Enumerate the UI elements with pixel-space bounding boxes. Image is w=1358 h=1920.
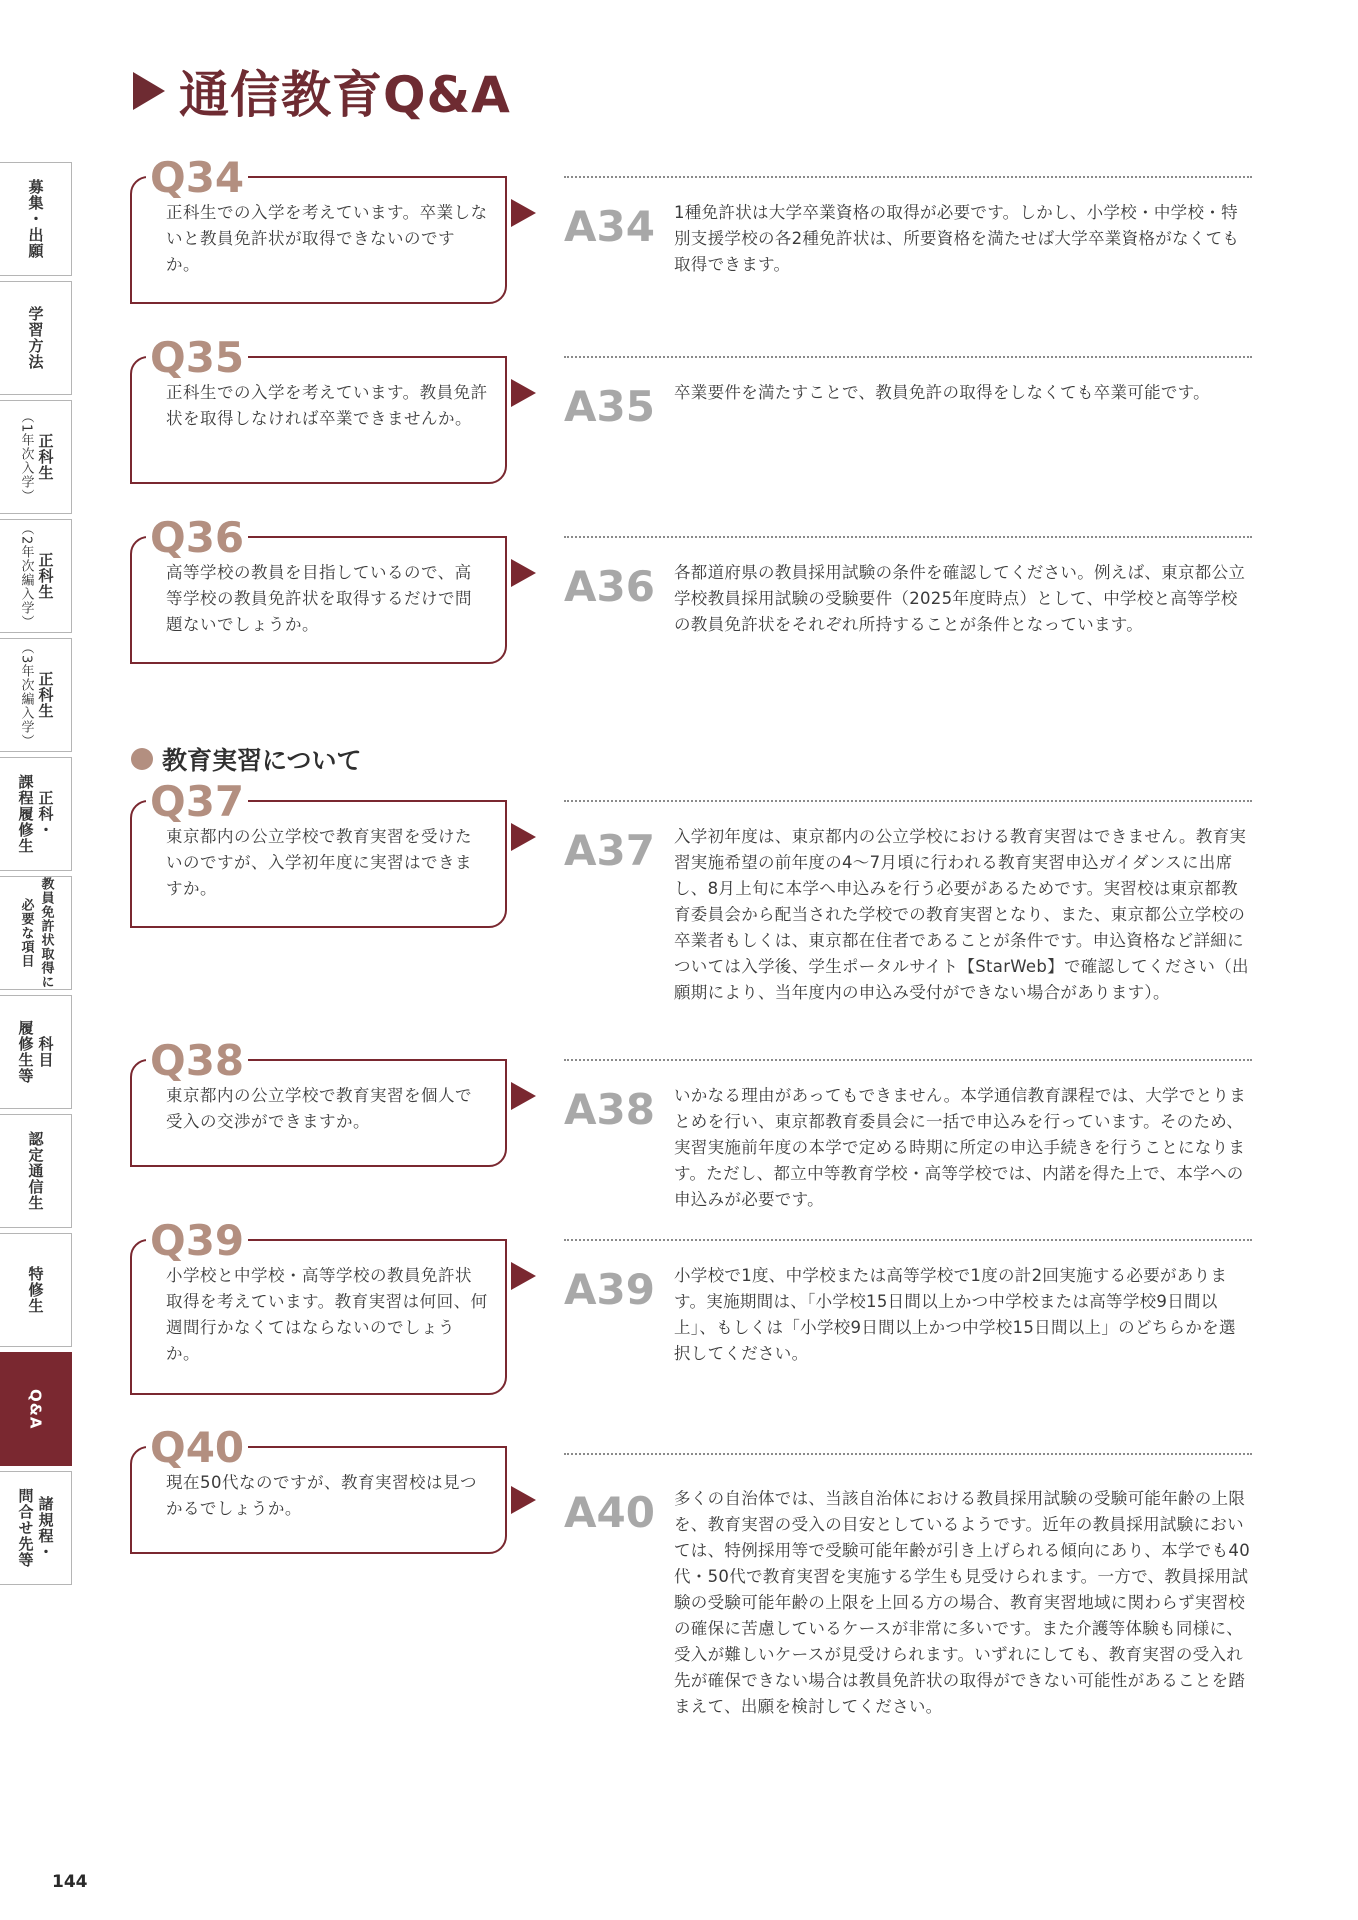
answer-label: A38 (564, 1085, 655, 1134)
tab-label: 教員免許状取得に (38, 877, 54, 989)
answer-label: A36 (564, 562, 655, 611)
tab-sublabel: （1年次入学） (18, 410, 34, 504)
question-label: Q38 (146, 1038, 248, 1084)
side-tab-regulations[interactable] (0, 1471, 72, 1585)
side-tab-recruitment[interactable] (0, 162, 72, 276)
tab-sublabel: （2年次編入学） (18, 522, 34, 630)
tab-sublabel: （3年次編入学） (18, 641, 34, 749)
answer-text: 入学初年度は、東京都内の公立学校における教育実習はできません。教育実習実施希望の前年度の4～7月頃に行われる教育実習申込ガイダンスに出席し、8月上旬に本学へ申込みを行う必要があるためです。実習校は東京都教育委員会から配当された学校での教育実習となり、また、東京都公立学校の卒業者もしくは、東京都在住者であることが条件です。申込資格など詳細については入学後、学生ポータルサイト【StarWeb】で確認してください（出願期により、当年度内の申込み受付ができない場合があります）。 (674, 827, 1249, 1002)
question-text: 高等学校の教員を目指しているので、高等学校の教員免許状を取得するだけで問題ないでしょうか。 (166, 563, 472, 634)
side-tab-regular-1st-year[interactable] (0, 400, 72, 514)
arrow-right-icon (511, 1262, 536, 1290)
section-heading (131, 741, 362, 777)
tab-label: 課程履修生 (16, 774, 35, 854)
answer-divider (564, 1239, 1252, 1241)
section-heading-text: 教育実習について (162, 746, 362, 775)
answer-label: A40 (564, 1488, 655, 1537)
answer-label: A39 (564, 1265, 655, 1314)
tab-label: 募集・出願 (26, 179, 45, 259)
answer-text: いかなる理由があってもできません。本学通信教育課程では、大学でとりまとめを行い、東京都教育委員会に一括で申込みを行っています。そのため、実習実施前年度の本学で定める時期に所定の申込手続きを行うことになります。ただし、都立中等教育学校・高等学校では、内諾を得た上で、本学への申込みが必要です。 (674, 1086, 1247, 1209)
answer-text: 小学校で1度、中学校または高等学校で1度の計2回実施する必要があります。実施期間は、「小学校15日間以上かつ中学校または高等学校9日間以上」、もしくは「小学校9日間以上かつ中学校15日間以上」のどちらかを選択してください。 (674, 1266, 1236, 1363)
answer-text: 多くの自治体では、当該自治体における教員採用試験の受験可能年齢の上限を、教育実習の受入の目安としているようです。近年の教員採用試験においては、特例採用等で受験可能年齢が引き上げられる傾向にあり、本学でも40代・50代で教育実習を実施する学生も見受けられます。一方で、教員採用試験の受験可能年齢の上限を上回る方の場合、教育実習地域に関わらず実習校の確保に苦慮しているケースが非常に多いです。また介護等体験も同様に、受入が難しいケースが見受けられます。いずれにしても、教育実習の受入れ先が確保できない場合は教員免許状の取得ができない可能性があることを踏まえて、出願を検討してください。 (674, 1489, 1250, 1716)
answer-divider (564, 356, 1252, 358)
tab-label: 科目 (36, 1036, 55, 1068)
tab-label: 認定通信生 (26, 1131, 45, 1211)
tab-label: 必要な項目 (18, 898, 34, 968)
answer-text: 1種免許状は大学卒業資格の取得が必要です。しかし、小学校・中学校・特別支援学校の各2種免許状は、所要資格を満たせば大学卒業資格がなくても取得できます。 (674, 203, 1240, 274)
arrow-right-icon (511, 379, 536, 407)
answer-label: A34 (564, 202, 655, 251)
question-text: 現在50代なのですが、教育実習校は見つかるでしょうか。 (166, 1473, 477, 1518)
arrow-right-icon (511, 199, 536, 227)
tab-label: Q&A (26, 1388, 45, 1430)
answer-text: 各都道府県の教員採用試験の条件を確認してください。例えば、東京都公立学校教員採用試験の受験要件（2025年度時点）として、中学校と高等学校の教員免許状をそれぞれ所持することが条件となっています。 (674, 563, 1246, 634)
side-tab-regular-3rd-year[interactable] (0, 638, 72, 752)
side-tab-subject-student[interactable] (0, 995, 72, 1109)
title-triangle-icon (133, 72, 165, 110)
page-number: 144 (52, 1872, 88, 1892)
question-text: 東京都内の公立学校で教育実習を受けたいのですが、入学初年度に実習はできますか。 (166, 827, 472, 898)
answer-label: A35 (564, 382, 655, 431)
answer-label: A37 (564, 826, 655, 875)
question-label: Q36 (146, 515, 248, 561)
side-tab-teaching-license[interactable] (0, 876, 72, 990)
answer-divider (564, 176, 1252, 178)
arrow-right-icon (511, 559, 536, 587)
tab-label: 正科・ (36, 790, 55, 838)
question-text: 正科生での入学を考えています。教員免許状を取得しなければ卒業できませんか。 (166, 383, 488, 428)
answer-divider (564, 1453, 1252, 1455)
arrow-right-icon (511, 1082, 536, 1110)
answer-divider (564, 536, 1252, 538)
question-label: Q37 (146, 779, 248, 825)
side-tab-study-method[interactable] (0, 281, 72, 395)
tab-label: 正科生 (36, 671, 55, 719)
tab-label: 正科生 (36, 433, 55, 481)
question-text: 小学校と中学校・高等学校の教員免許状取得を考えています。教育実習は何回、何週間行かなくてはならないのでしょうか。 (166, 1266, 488, 1363)
question-text: 正科生での入学を考えています。卒業しないと教員免許状が取得できないのですか。 (166, 203, 488, 274)
question-label: Q34 (146, 155, 248, 201)
question-label: Q40 (146, 1425, 248, 1471)
tab-label: 特修生 (26, 1266, 45, 1314)
bullet-dot-icon (131, 748, 153, 770)
answer-text: 卒業要件を満たすことで、教員免許の取得をしなくても卒業可能です。 (674, 383, 1210, 402)
tab-label: 正科生 (36, 552, 55, 600)
question-label: Q39 (146, 1218, 248, 1264)
page-title-text: 通信教育Q&A (179, 66, 511, 124)
tab-label: 諸規程・ (36, 1496, 55, 1560)
question-label: Q35 (146, 335, 248, 381)
tab-label: 問合せ先等 (16, 1488, 35, 1568)
answer-divider (564, 1059, 1252, 1061)
tab-label: 学習方法 (26, 306, 45, 370)
side-tab-special-student[interactable] (0, 1233, 72, 1347)
question-text: 東京都内の公立学校で教育実習を個人で受入の交渉ができますか。 (166, 1086, 472, 1131)
answer-divider (564, 800, 1252, 802)
tab-label: 履修生等 (16, 1020, 35, 1084)
arrow-right-icon (511, 823, 536, 851)
page-title (133, 60, 511, 122)
arrow-right-icon (511, 1486, 536, 1514)
side-tab-regular-2nd-year[interactable] (0, 519, 72, 633)
side-tab-course-student[interactable] (0, 757, 72, 871)
side-tab-qa[interactable] (0, 1352, 72, 1466)
side-tab-certified-student[interactable] (0, 1114, 72, 1228)
